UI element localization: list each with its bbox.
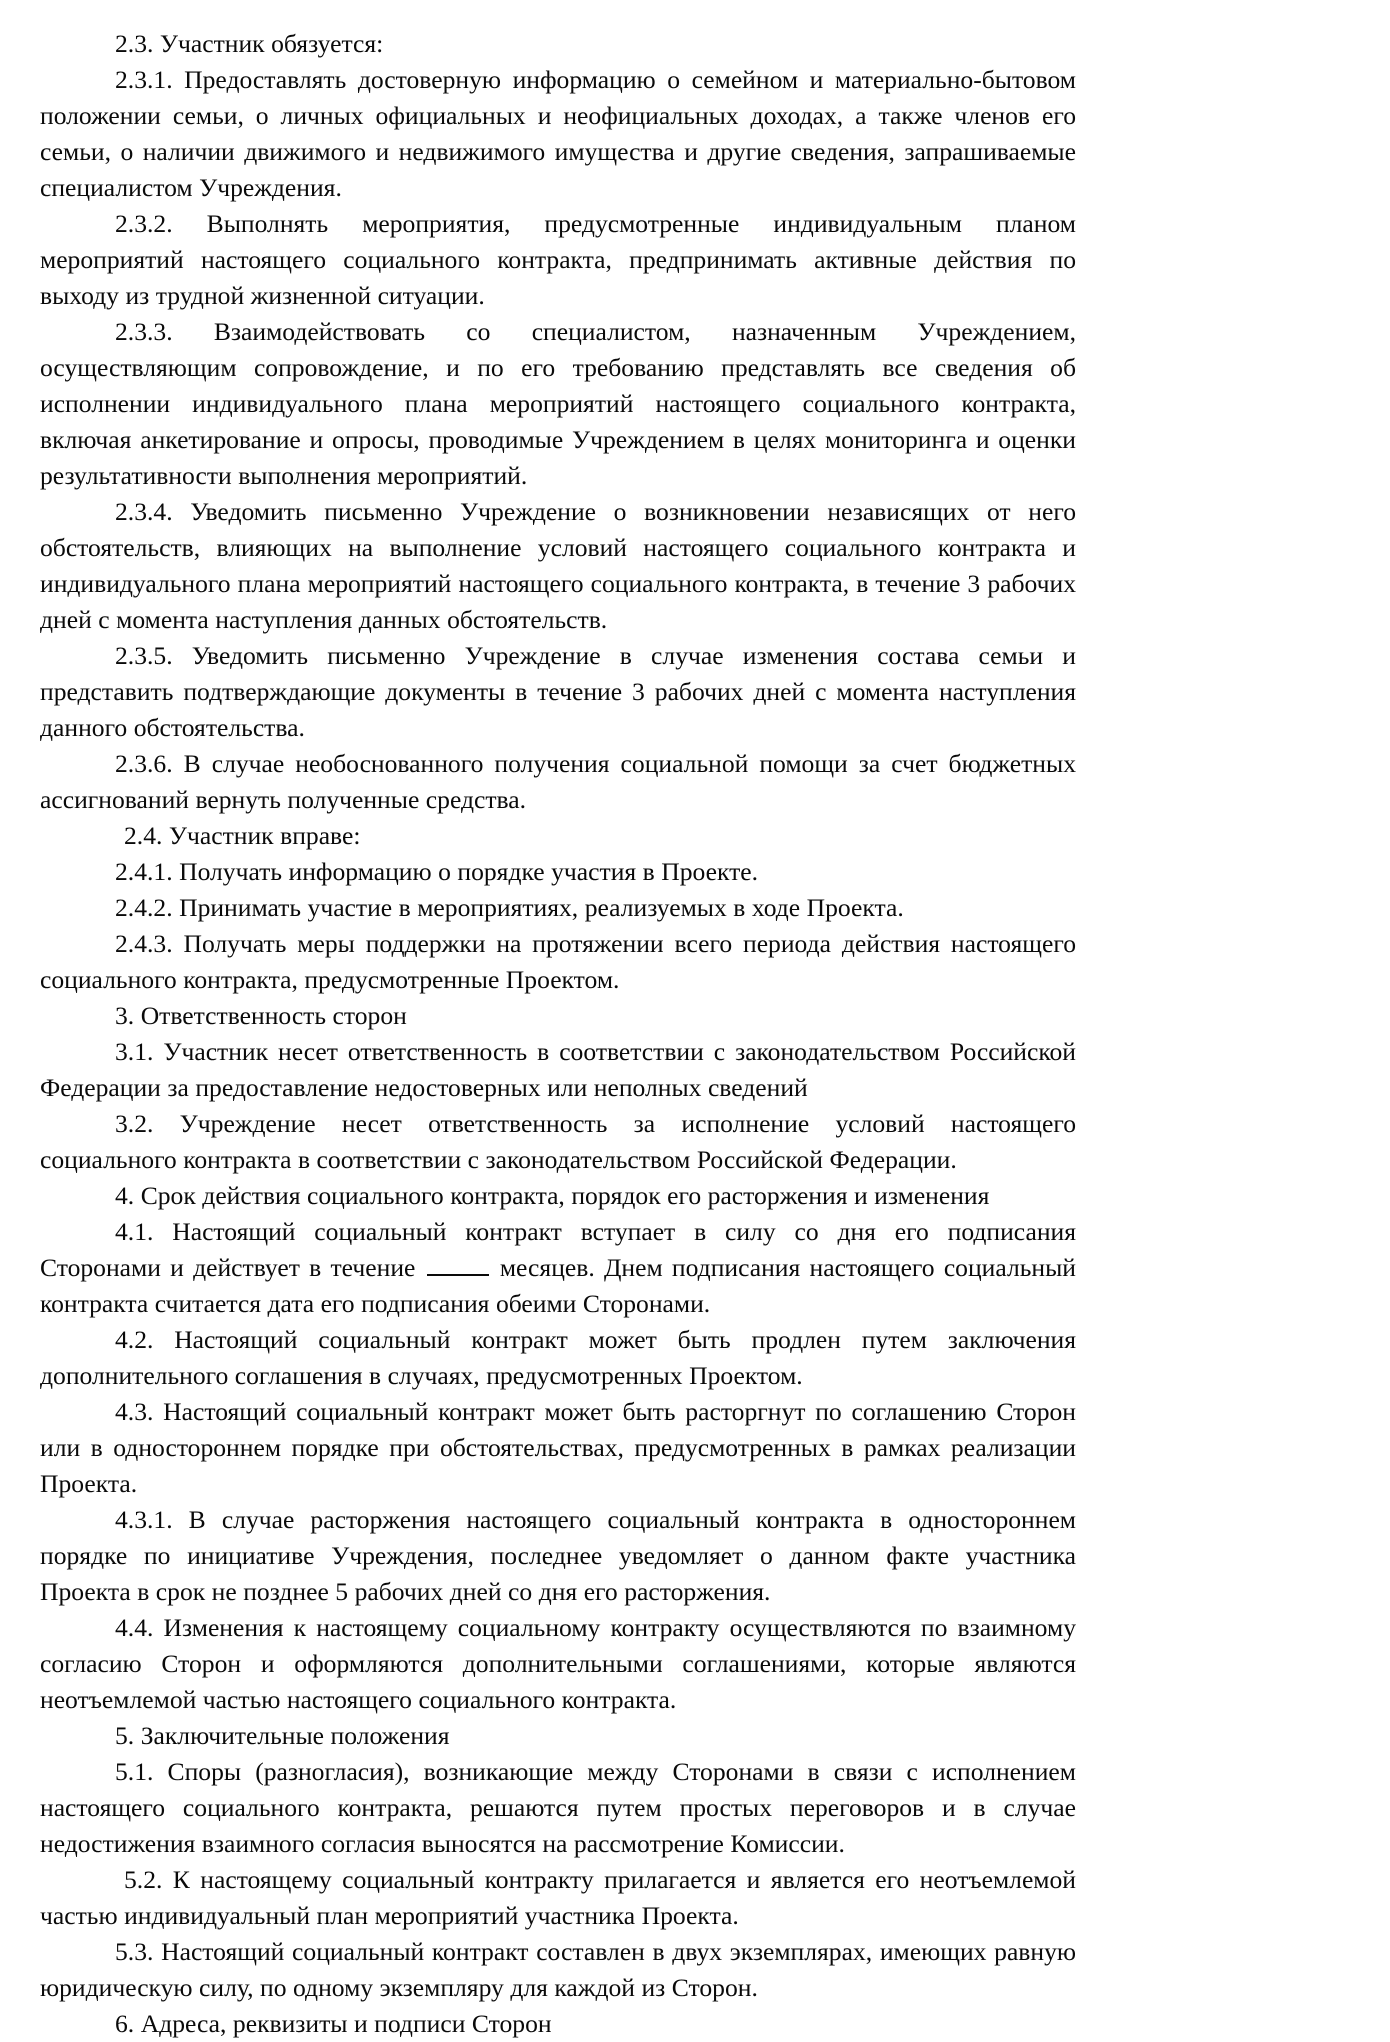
clause-2-3: 2.3. Участник обязуется: xyxy=(115,29,384,58)
heading-3-responsibility: 3. Ответственность сторон xyxy=(115,1001,407,1030)
heading-5-final-provisions: 5. Заключительные положения xyxy=(115,1721,450,1750)
clause-2-3-4: 2.3.4. Уведомить письменно Учреждение о возникновении независящих от него обстоятельств, влияющих на выполнение условий настоящего социального контракта и индивидуального плана мероприятий настоящего социального контракта, в течение 3 рабочих дней с момента наступления данных обстоятельств. xyxy=(40,497,1076,634)
clause-4-3: 4.3. Настоящий социальный контракт может быть расторгнут по соглашению Сторон или в одностороннем порядке при обстоятельствах, предусмотренных в рамках реализации Проекта. xyxy=(40,1397,1076,1498)
clause-2-3-1: 2.3.1. Предоставлять достоверную информацию о семейном и материально-бытовом положении семьи, о личных официальных и неофициальных доходах, а также членов его семьи, о наличии движимого и недвижимого имущества и другие сведения, запрашиваемые специалистом Учреждения. xyxy=(40,65,1076,202)
months-blank-field[interactable] xyxy=(427,1253,489,1276)
clause-4-2: 4.2. Настоящий социальный контракт может быть продлен путем заключения дополнительного соглашения в случаях, предусмотренных Проектом. xyxy=(40,1325,1076,1390)
heading-6-addresses: 6. Адреса, реквизиты и подписи Сторон xyxy=(115,2009,552,2038)
clause-2-3-3: 2.3.3. Взаимодействовать со специалистом, назначенным Учреждением, осуществляющим сопровождение, и по его требованию представлять все сведения об исполнении индивидуального плана мероприятий настоящего социального контракта, включая анкетирование и опросы, проводимые Учреждением в целях мониторинга и оценки результативности выполнения мероприятий. xyxy=(40,317,1076,490)
clause-2-4-3: 2.4.3. Получать меры поддержки на протяжении всего периода действия настоящего социального контракта, предусмотренные Проектом. xyxy=(40,929,1076,994)
heading-4-term: 4. Срок действия социального контракта, порядок его расторжения и изменения xyxy=(115,1181,990,1210)
clause-4-1-text-after-blank: месяцев. Днем подписания настоящего социальный контракта считается дата его подписания обеими Сторонами. xyxy=(40,1253,1076,1318)
clause-2-4: 2.4. Участник вправе: xyxy=(124,821,361,850)
clause-3-2: 3.2. Учреждение несет ответственность за исполнение условий настоящего социального контракта в соответствии с законодательством Российской Федерации. xyxy=(40,1109,1076,1174)
clause-2-4-1: 2.4.1. Получать информацию о порядке участия в Проекте. xyxy=(115,857,759,886)
clause-3-1: 3.1. Участник несет ответственность в соответствии с законодательством Российской Федерации за предоставление недостоверных или неполных сведений xyxy=(40,1037,1076,1102)
clause-5-3: 5.3. Настоящий социальный контракт составлен в двух экземплярах, имеющих равную юридическую силу, по одному экземпляру для каждой из Сторон. xyxy=(40,1937,1076,2002)
clause-5-2: 5.2. К настоящему социальный контракту прилагается и является его неотъемлемой частью индивидуальный план мероприятий участника Проекта. xyxy=(40,1865,1076,1930)
clause-4-3-1: 4.3.1. В случае расторжения настоящего социальный контракта в одностороннем порядке по инициативе Учреждения, последнее уведомляет о данном факте участника Проекта в срок не позднее 5 рабочих дней со дня его расторжения. xyxy=(40,1505,1076,1606)
clause-2-3-6: 2.3.6. В случае необоснованного получения социальной помощи за счет бюджетных ассигнований вернуть полученные средства. xyxy=(40,749,1076,814)
clause-2-3-2: 2.3.2. Выполнять мероприятия, предусмотренные индивидуальным планом мероприятий настоящего социального контракта, предпринимать активные действия по выходу из трудной жизненной ситуации. xyxy=(40,209,1076,310)
clause-2-4-2: 2.4.2. Принимать участие в мероприятиях, реализуемых в ходе Проекта. xyxy=(115,893,904,922)
clause-5-1: 5.1. Споры (разногласия), возникающие между Сторонами в связи с исполнением настоящего социального контракта, решаются путем простых переговоров и в случае недостижения взаимного согласия выносятся на рассмотрение Комиссии. xyxy=(40,1757,1076,1858)
clause-2-3-5: 2.3.5. Уведомить письменно Учреждение в случае изменения состава семьи и представить подтверждающие документы в течение 3 рабочих дней с момента наступления данного обстоятельства. xyxy=(40,641,1076,742)
clause-4-1 xyxy=(40,1214,1076,1322)
clause-4-4: 4.4. Изменения к настоящему социальному контракту осуществляются по взаимному согласию Сторон и оформляются дополнительными соглашениями, которые являются неотъемлемой частью настоящего социального контракта. xyxy=(40,1613,1076,1714)
clause-4-1-text-before-blank: 4.1. Настоящий социальный контракт вступает в силу со дня его подписания Сторонами и действует в течение xyxy=(40,1217,1076,1282)
document-body xyxy=(40,26,1076,2042)
